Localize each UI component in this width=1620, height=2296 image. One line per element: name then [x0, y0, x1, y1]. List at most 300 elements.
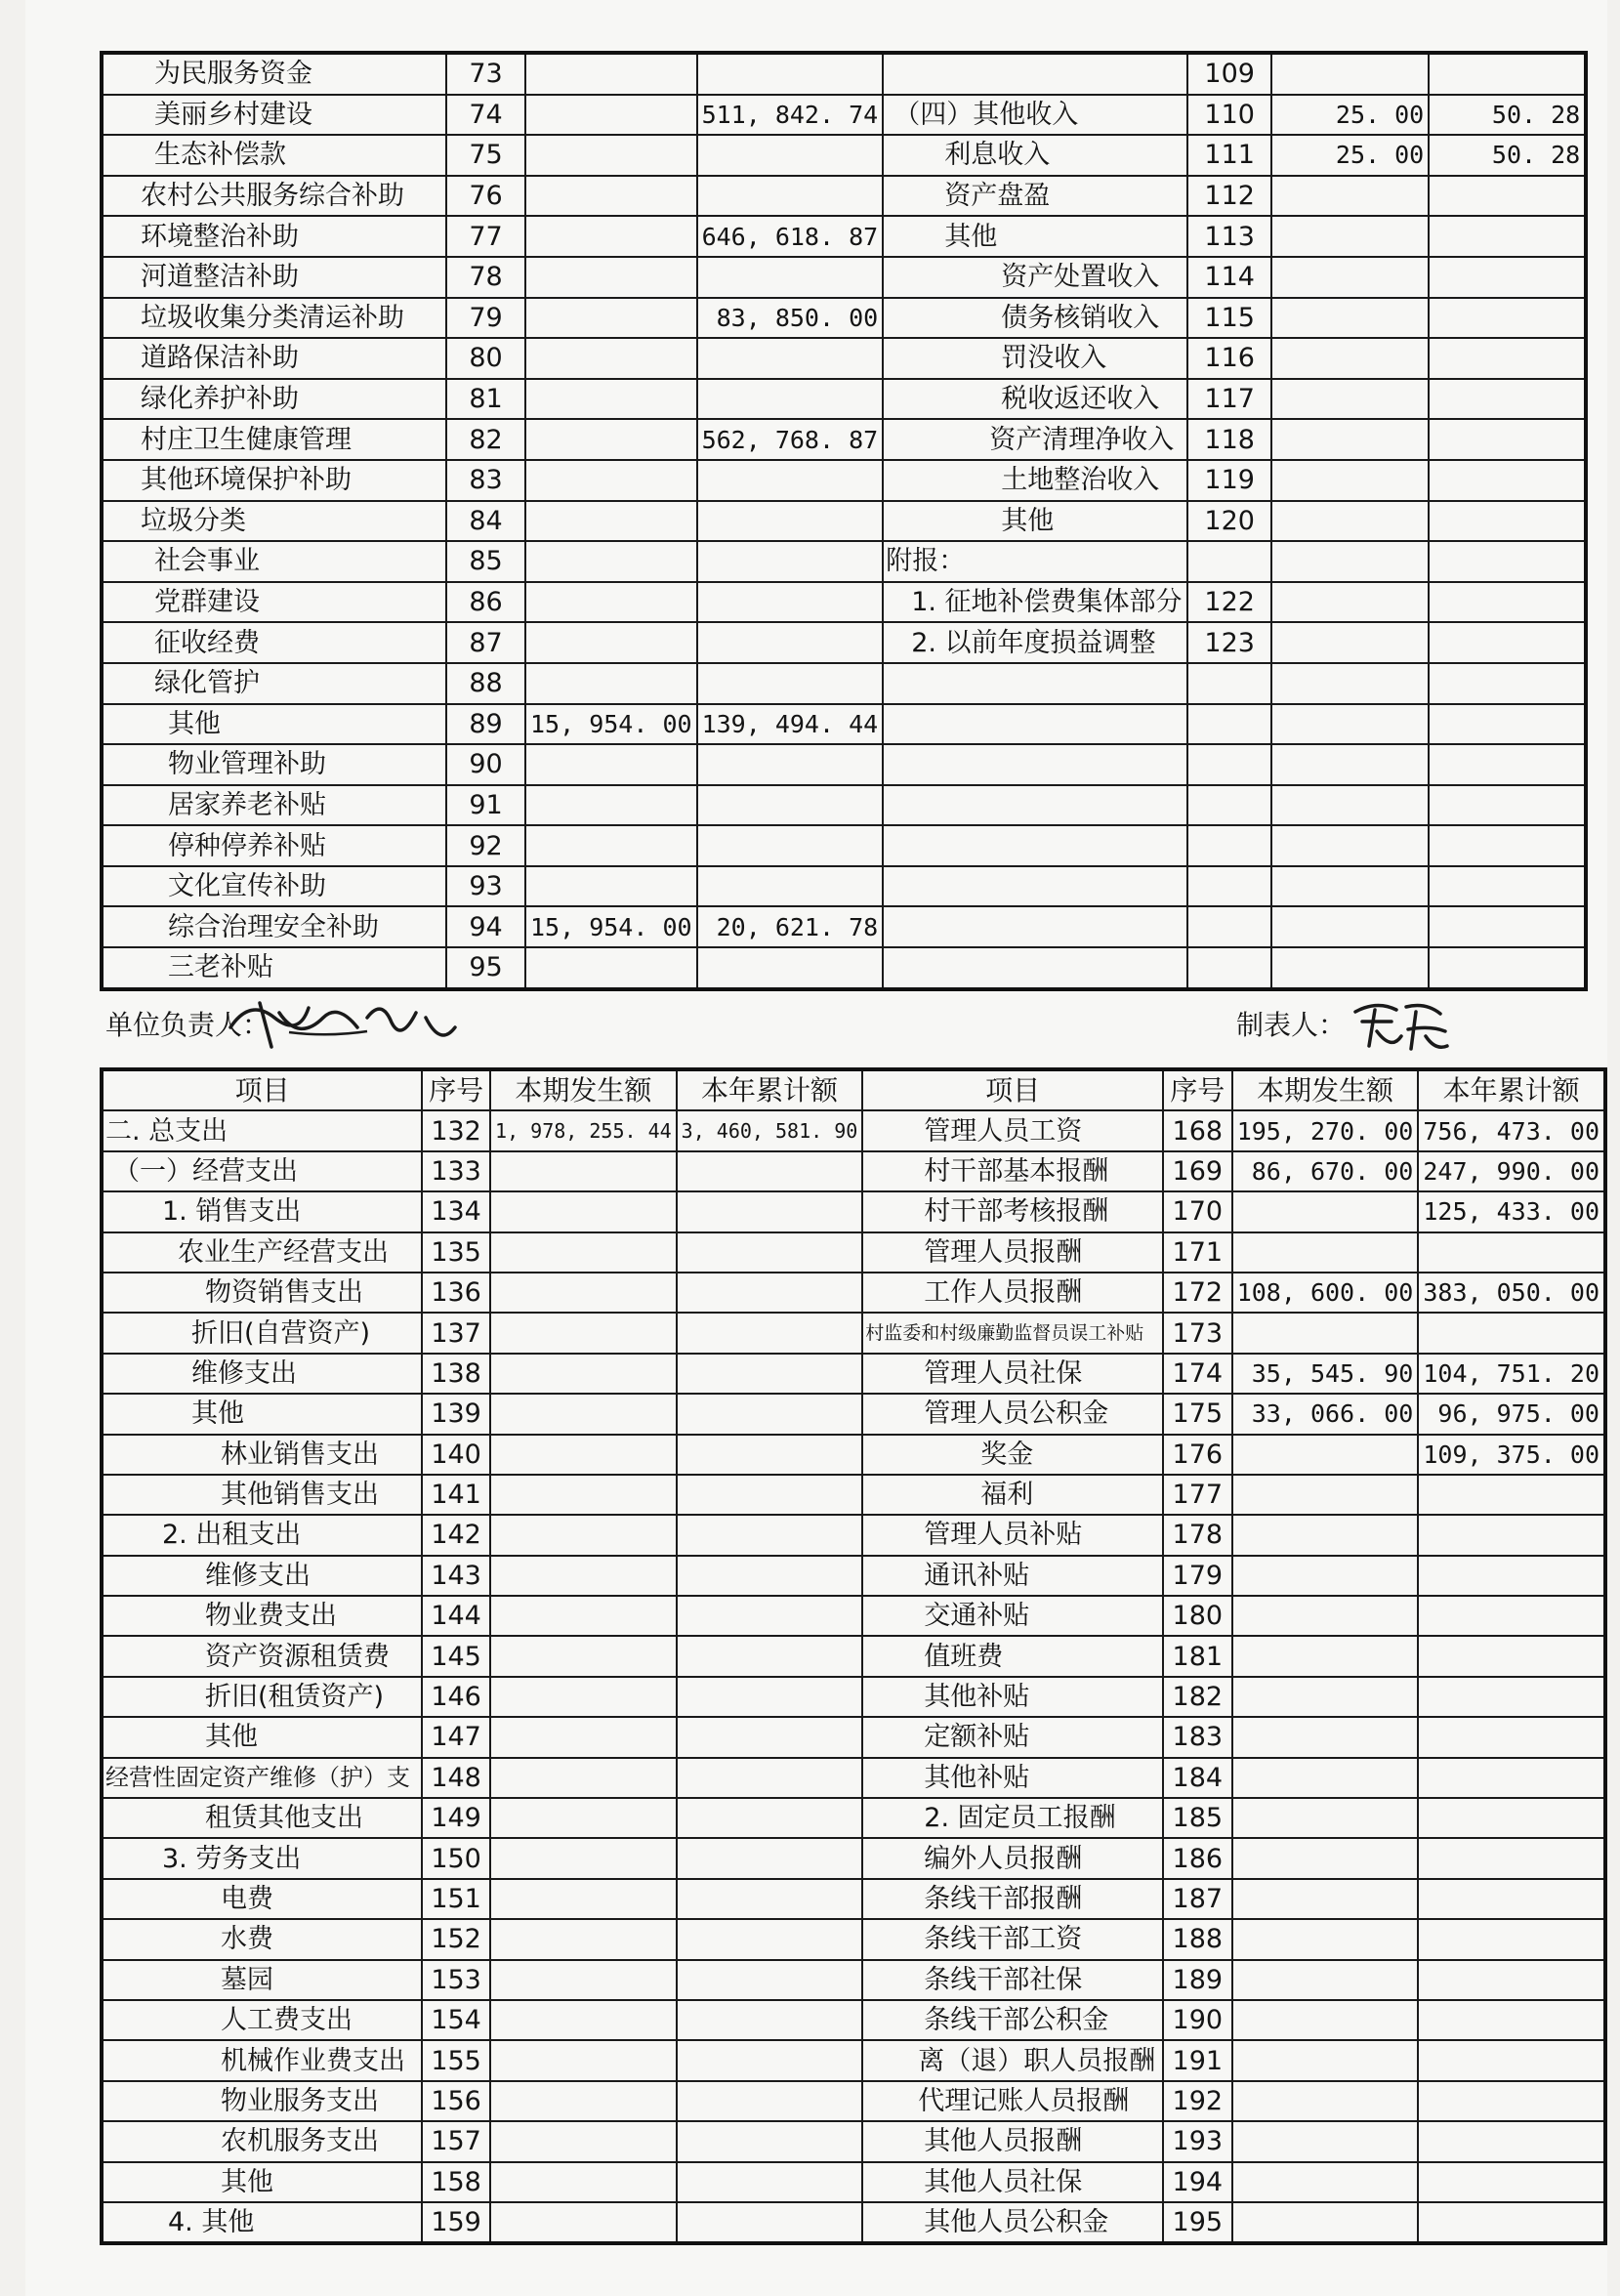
ytd-right	[1429, 622, 1586, 663]
ytd-left	[677, 1798, 863, 1838]
ytd-right	[1418, 1636, 1605, 1676]
ytd-left	[697, 744, 884, 785]
ytd-left	[697, 135, 884, 176]
item-right: 税收返还收入	[883, 379, 1187, 420]
ytd-right	[1418, 1879, 1605, 1919]
current-right	[1271, 176, 1429, 217]
current-right	[1232, 2202, 1419, 2243]
seq-left: 82	[446, 419, 525, 460]
header-current: 本期发生额	[490, 1069, 677, 1110]
ytd-left: 20, 621. 78	[697, 906, 884, 947]
current-right	[1271, 744, 1429, 785]
income-table-body	[102, 53, 1586, 989]
item-left: 河道整洁补助	[102, 257, 446, 298]
ytd-left	[677, 1596, 863, 1636]
current-left: 15, 954. 00	[525, 906, 697, 947]
current-right	[1232, 1919, 1419, 1959]
table-row	[102, 866, 1586, 907]
ytd-right	[1418, 1596, 1605, 1636]
current-right	[1232, 1596, 1419, 1636]
current-right	[1271, 257, 1429, 298]
ytd-right	[1418, 1677, 1605, 1717]
current-right	[1232, 1798, 1419, 1838]
current-left	[490, 1191, 677, 1231]
table-row	[102, 298, 1586, 339]
item-left: 村庄卫生健康管理	[102, 419, 446, 460]
current-left	[490, 1798, 677, 1838]
seq-right: 122	[1187, 582, 1271, 623]
current-left	[525, 95, 697, 136]
seq-left: 73	[446, 53, 525, 95]
seq-right	[1187, 704, 1271, 745]
current-right	[1232, 2081, 1419, 2121]
item-right	[883, 744, 1187, 785]
seq-right: 172	[1163, 1273, 1232, 1313]
item-right	[883, 53, 1187, 95]
seq-right: 113	[1187, 216, 1271, 257]
item-right: 1. 征地补偿费集体部分	[883, 582, 1187, 623]
seq-left: 158	[422, 2162, 490, 2202]
table-row	[102, 1435, 1605, 1475]
table-row	[102, 1515, 1605, 1555]
ytd-right	[1429, 176, 1586, 217]
ytd-left	[677, 2040, 863, 2080]
preparer-signature	[1348, 992, 1455, 1057]
current-right	[1232, 1960, 1419, 2000]
current-right	[1232, 2121, 1419, 2161]
current-left	[490, 1394, 677, 1434]
current-right	[1271, 785, 1429, 826]
item-right: 工作人员报酬	[862, 1273, 1163, 1313]
item-left: 征收经费	[102, 622, 446, 663]
item-left: 林业销售支出	[102, 1435, 422, 1475]
ytd-left	[677, 1232, 863, 1273]
current-left	[490, 2202, 677, 2243]
item-right	[883, 906, 1187, 947]
current-left	[490, 1717, 677, 1757]
item-right	[883, 825, 1187, 866]
seq-left: 141	[422, 1475, 490, 1515]
unit-head-signature	[221, 988, 475, 1057]
ytd-left	[677, 1475, 863, 1515]
seq-left: 91	[446, 785, 525, 826]
ytd-left	[677, 1838, 863, 1878]
current-left: 1, 978, 255. 44	[490, 1110, 677, 1150]
item-left: 绿化管护	[102, 663, 446, 704]
ytd-left	[697, 460, 884, 501]
seq-left: 133	[422, 1151, 490, 1191]
preparer-label: 制表人：	[1236, 1009, 1347, 1041]
item-left: 停种停养补贴	[102, 825, 446, 866]
item-right: 资产盘盈	[883, 176, 1187, 217]
current-right	[1232, 1636, 1419, 1676]
seq-right: 194	[1163, 2162, 1232, 2202]
current-right	[1232, 1232, 1419, 1273]
item-right: 编外人员报酬	[862, 1838, 1163, 1878]
seq-right: 112	[1187, 176, 1271, 217]
ytd-left	[697, 663, 884, 704]
seq-right: 123	[1187, 622, 1271, 663]
ytd-left	[697, 622, 884, 663]
item-left: 2. 出租支出	[102, 1515, 422, 1555]
ytd-right	[1429, 298, 1586, 339]
ytd-left	[677, 1758, 863, 1798]
item-left: 二. 总支出	[102, 1110, 422, 1150]
income-table	[100, 51, 1588, 991]
current-right	[1271, 704, 1429, 745]
ytd-left	[697, 825, 884, 866]
ytd-right	[1418, 1758, 1605, 1798]
current-right	[1271, 298, 1429, 339]
current-left	[490, 2121, 677, 2161]
item-right: 离（退）职人员报酬	[862, 2040, 1163, 2080]
seq-left: 159	[422, 2202, 490, 2243]
item-left: 物业服务支出	[102, 2081, 422, 2121]
current-right	[1271, 501, 1429, 542]
seq-left: 137	[422, 1313, 490, 1353]
table-row	[102, 1556, 1605, 1596]
current-right: 108, 600. 00	[1232, 1273, 1419, 1313]
ytd-left	[677, 1435, 863, 1475]
item-right: 管理人员报酬	[862, 1232, 1163, 1273]
table-row	[102, 338, 1586, 379]
ytd-left	[677, 1556, 863, 1596]
ytd-right: 383, 050. 00	[1418, 1273, 1605, 1313]
current-right	[1271, 582, 1429, 623]
ytd-left	[697, 582, 884, 623]
table-row	[102, 825, 1586, 866]
seq-right: 182	[1163, 1677, 1232, 1717]
item-right: 交通补贴	[862, 1596, 1163, 1636]
current-left	[490, 1838, 677, 1878]
ytd-left	[697, 53, 884, 95]
table-row	[102, 53, 1586, 95]
seq-left: 77	[446, 216, 525, 257]
ytd-left	[677, 1879, 863, 1919]
table-row	[102, 1394, 1605, 1434]
seq-right: 110	[1187, 95, 1271, 136]
current-right	[1232, 2000, 1419, 2040]
item-left: 4. 其他	[102, 2202, 422, 2243]
current-left	[490, 1960, 677, 2000]
expense-table-header	[102, 1069, 1605, 1110]
seq-left: 75	[446, 135, 525, 176]
current-left	[490, 2162, 677, 2202]
item-right	[883, 663, 1187, 704]
seq-left: 144	[422, 1596, 490, 1636]
seq-left: 142	[422, 1515, 490, 1555]
seq-right: 179	[1163, 1556, 1232, 1596]
current-right: 25. 00	[1271, 135, 1429, 176]
table-row	[102, 1717, 1605, 1757]
item-left: 绿化养护补助	[102, 379, 446, 420]
item-left: 经营性固定资产维修（护）支	[102, 1758, 422, 1798]
seq-left: 151	[422, 1879, 490, 1919]
current-left	[525, 501, 697, 542]
current-right	[1232, 1313, 1419, 1353]
ytd-left	[697, 785, 884, 826]
current-right	[1271, 906, 1429, 947]
current-left	[490, 1677, 677, 1717]
ytd-left: 139, 494. 44	[697, 704, 884, 745]
header-ytd-right: 本年累计额	[1418, 1069, 1605, 1110]
item-right: 定额补贴	[862, 1717, 1163, 1757]
table-row	[102, 1879, 1605, 1919]
current-right: 35, 545. 90	[1232, 1354, 1419, 1394]
item-left: 其他环境保护补助	[102, 460, 446, 501]
seq-left: 83	[446, 460, 525, 501]
seq-left: 152	[422, 1919, 490, 1959]
seq-right	[1187, 663, 1271, 704]
ytd-left	[677, 1191, 863, 1231]
seq-right: 120	[1187, 501, 1271, 542]
current-right	[1232, 2162, 1419, 2202]
item-left: 租赁其他支出	[102, 1798, 422, 1838]
ytd-right	[1418, 1232, 1605, 1273]
item-right: 2. 固定员工报酬	[862, 1798, 1163, 1838]
table-row	[102, 1919, 1605, 1959]
ytd-right: 109, 375. 00	[1418, 1435, 1605, 1475]
table-row	[102, 2040, 1605, 2080]
current-right	[1271, 379, 1429, 420]
header-item: 项目	[102, 1069, 422, 1110]
item-left: 其他	[102, 1394, 422, 1434]
item-right: （四）其他收入	[883, 95, 1187, 136]
table-row	[102, 1475, 1605, 1515]
current-left	[490, 1636, 677, 1676]
header-seq-right: 序号	[1163, 1069, 1232, 1110]
seq-right: 191	[1163, 2040, 1232, 2080]
header-current-right: 本期发生额	[1232, 1069, 1419, 1110]
ytd-right	[1418, 1717, 1605, 1757]
table-row	[102, 216, 1586, 257]
item-right: 村干部考核报酬	[862, 1191, 1163, 1231]
current-left	[490, 1232, 677, 1273]
table-row	[102, 1838, 1605, 1878]
item-left: 垃圾分类	[102, 501, 446, 542]
table-row	[102, 1151, 1605, 1191]
current-left	[525, 176, 697, 217]
item-right: 罚没收入	[883, 338, 1187, 379]
seq-right: 175	[1163, 1394, 1232, 1434]
ytd-left	[677, 1717, 863, 1757]
ytd-right	[1418, 2040, 1605, 2080]
seq-left: 154	[422, 2000, 490, 2040]
seq-right	[1187, 744, 1271, 785]
current-left	[525, 298, 697, 339]
seq-left: 78	[446, 257, 525, 298]
seq-left: 85	[446, 541, 525, 582]
table-row	[102, 1636, 1605, 1676]
seq-right: 168	[1163, 1110, 1232, 1150]
unit-head-label: 单位负责人：	[105, 1009, 270, 1041]
current-right: 33, 066. 00	[1232, 1394, 1419, 1434]
ytd-left	[677, 1919, 863, 1959]
ytd-right	[1429, 785, 1586, 826]
seq-right	[1187, 947, 1271, 989]
item-right: 其他人员社保	[862, 2162, 1163, 2202]
item-left: 折旧(自营资产)	[102, 1313, 422, 1353]
ytd-left	[677, 2121, 863, 2161]
item-right: 通讯补贴	[862, 1556, 1163, 1596]
item-left: 物业费支出	[102, 1596, 422, 1636]
table-row	[102, 2162, 1605, 2202]
item-left: 居家养老补贴	[102, 785, 446, 826]
item-right: 奖金	[862, 1435, 1163, 1475]
item-left: （一）经营支出	[102, 1151, 422, 1191]
ytd-right	[1418, 1960, 1605, 2000]
item-left: 美丽乡村建设	[102, 95, 446, 136]
seq-right: 116	[1187, 338, 1271, 379]
seq-left: 157	[422, 2121, 490, 2161]
table-row	[102, 1798, 1605, 1838]
current-right: 25. 00	[1271, 95, 1429, 136]
current-right	[1271, 53, 1429, 95]
ytd-right	[1429, 379, 1586, 420]
ytd-left	[697, 257, 884, 298]
table-row	[102, 460, 1586, 501]
table-row	[102, 947, 1586, 989]
current-left	[525, 947, 697, 989]
table-row	[102, 379, 1586, 420]
item-left: 文化宣传补助	[102, 866, 446, 907]
ytd-left	[677, 1636, 863, 1676]
item-right: 债务核销收入	[883, 298, 1187, 339]
current-right	[1271, 541, 1429, 582]
header-item-right: 项目	[862, 1069, 1163, 1110]
current-right	[1271, 419, 1429, 460]
current-left	[525, 338, 697, 379]
item-right: 管理人员社保	[862, 1354, 1163, 1394]
ytd-right	[1418, 1838, 1605, 1878]
seq-right: 188	[1163, 1919, 1232, 1959]
ytd-left	[677, 1677, 863, 1717]
seq-left: 148	[422, 1758, 490, 1798]
ytd-left	[697, 541, 884, 582]
item-left: 资产资源租赁费	[102, 1636, 422, 1676]
seq-right: 176	[1163, 1435, 1232, 1475]
seq-left: 145	[422, 1636, 490, 1676]
expense-table-body	[102, 1110, 1605, 2243]
item-right: 土地整治收入	[883, 460, 1187, 501]
item-left: 维修支出	[102, 1354, 422, 1394]
table-row	[102, 95, 1586, 136]
current-left	[490, 1879, 677, 1919]
current-left	[525, 419, 697, 460]
ytd-right	[1418, 2202, 1605, 2243]
current-left	[490, 1556, 677, 1596]
current-left	[525, 257, 697, 298]
ytd-left: 511, 842. 74	[697, 95, 884, 136]
ytd-right: 247, 990. 00	[1418, 1151, 1605, 1191]
table-row	[102, 1677, 1605, 1717]
seq-left: 135	[422, 1232, 490, 1273]
item-left: 水费	[102, 1919, 422, 1959]
ytd-left	[697, 947, 884, 989]
ytd-right	[1418, 2162, 1605, 2202]
seq-left: 153	[422, 1960, 490, 2000]
item-left: 3. 劳务支出	[102, 1838, 422, 1878]
current-left	[525, 460, 697, 501]
current-left	[490, 1354, 677, 1394]
ytd-left	[677, 2000, 863, 2040]
item-right: 其他补贴	[862, 1677, 1163, 1717]
current-right	[1232, 1515, 1419, 1555]
seq-right: 170	[1163, 1191, 1232, 1231]
ytd-right	[1418, 2121, 1605, 2161]
seq-left: 84	[446, 501, 525, 542]
ytd-left	[677, 2162, 863, 2202]
seq-right	[1187, 541, 1271, 582]
table-row	[102, 1758, 1605, 1798]
item-right: 条线干部公积金	[862, 2000, 1163, 2040]
seq-left: 79	[446, 298, 525, 339]
seq-right: 169	[1163, 1151, 1232, 1191]
current-left	[490, 1515, 677, 1555]
table-row	[102, 419, 1586, 460]
ytd-right	[1418, 2000, 1605, 2040]
ytd-right: 50. 28	[1429, 135, 1586, 176]
seq-left: 134	[422, 1191, 490, 1231]
ytd-right	[1429, 501, 1586, 542]
seq-right	[1187, 825, 1271, 866]
item-left: 其他	[102, 704, 446, 745]
item-left: 农机服务支出	[102, 2121, 422, 2161]
ytd-left	[677, 1354, 863, 1394]
current-right: 86, 670. 00	[1232, 1151, 1419, 1191]
ytd-left	[677, 2202, 863, 2243]
ytd-left: 646, 618. 87	[697, 216, 884, 257]
ytd-left	[697, 379, 884, 420]
item-right: 代理记账人员报酬	[862, 2081, 1163, 2121]
seq-right: 181	[1163, 1636, 1232, 1676]
seq-left: 88	[446, 663, 525, 704]
table-row	[102, 622, 1586, 663]
item-left: 折旧(租赁资产)	[102, 1677, 422, 1717]
seq-left: 95	[446, 947, 525, 989]
table-row	[102, 1232, 1605, 1273]
seq-right: 114	[1187, 257, 1271, 298]
ytd-right	[1429, 704, 1586, 745]
ytd-right	[1429, 257, 1586, 298]
ytd-left	[677, 1960, 863, 2000]
seq-right	[1187, 906, 1271, 947]
seq-left: 150	[422, 1838, 490, 1878]
current-left	[525, 135, 697, 176]
seq-right: 186	[1163, 1838, 1232, 1878]
current-right	[1232, 1879, 1419, 1919]
item-left: 垃圾收集分类清运补助	[102, 298, 446, 339]
item-left: 人工费支出	[102, 2000, 422, 2040]
table-row	[102, 704, 1586, 745]
seq-right: 187	[1163, 1879, 1232, 1919]
item-right	[883, 704, 1187, 745]
seq-left: 139	[422, 1394, 490, 1434]
ytd-right	[1429, 541, 1586, 582]
current-right	[1232, 1191, 1419, 1231]
item-left: 电费	[102, 1879, 422, 1919]
item-right: 其他	[883, 216, 1187, 257]
item-left: 社会事业	[102, 541, 446, 582]
current-left	[525, 622, 697, 663]
item-right: 条线干部工资	[862, 1919, 1163, 1959]
current-left	[525, 216, 697, 257]
ytd-right	[1429, 53, 1586, 95]
seq-right: 185	[1163, 1798, 1232, 1838]
seq-left: 80	[446, 338, 525, 379]
table-row	[102, 2121, 1605, 2161]
seq-right: 118	[1187, 419, 1271, 460]
